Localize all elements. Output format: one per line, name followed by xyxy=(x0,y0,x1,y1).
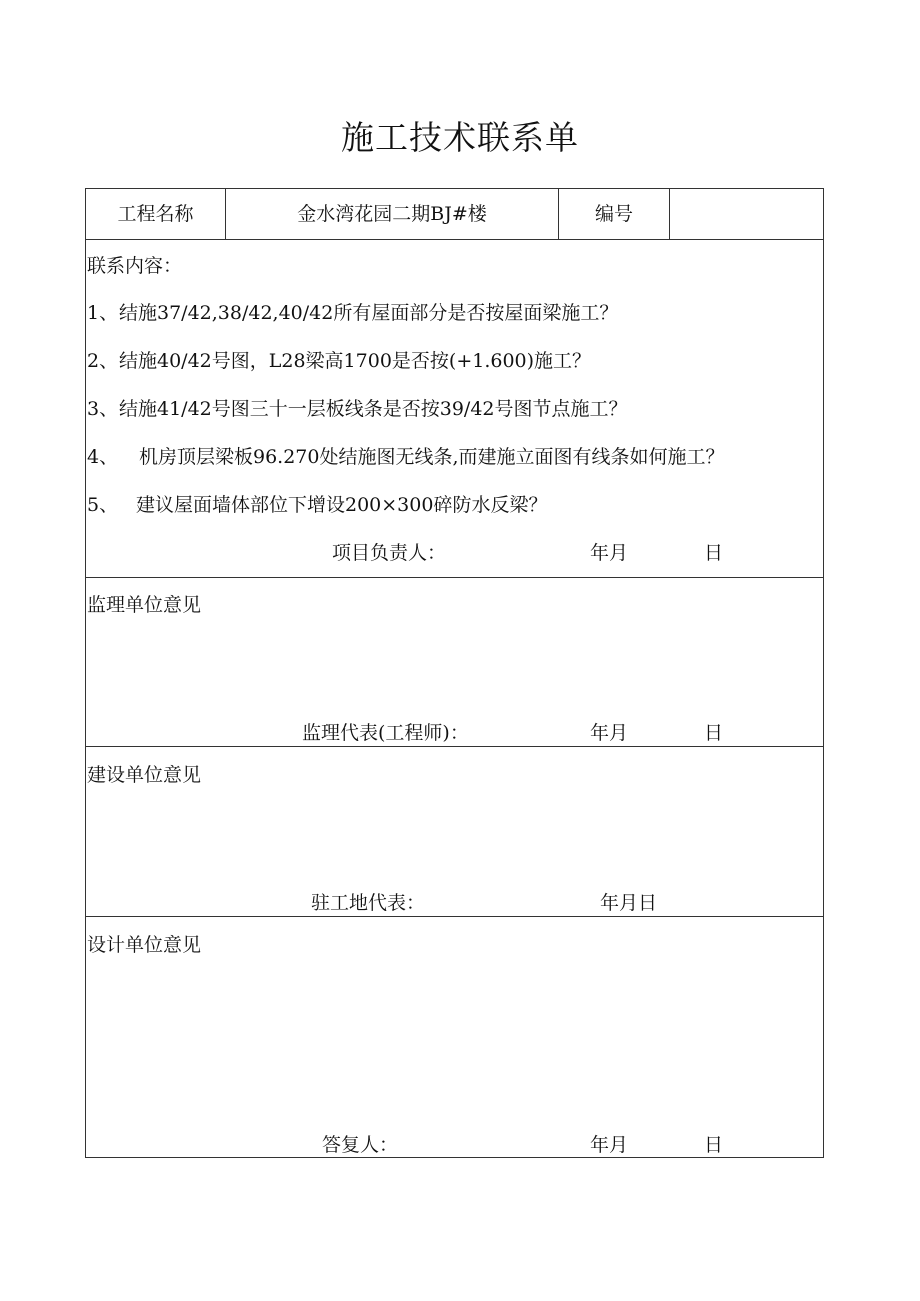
header-divider xyxy=(669,189,670,239)
contact-item-3-number: 3、 xyxy=(87,398,119,420)
row-divider xyxy=(86,916,823,917)
supervision-opinion-label: 监理单位意见 xyxy=(87,594,202,616)
contact-item-1-text: 结施37/42,38/42,40/42所有屋面部分是否按屋面梁施工？ xyxy=(119,302,619,324)
supervision-date-year-month: 年月 xyxy=(590,722,629,744)
supervision-representative-label: 监理代表(工程师)： xyxy=(302,722,469,744)
project-name-value: 金水湾花园二期BJ#楼 xyxy=(297,203,487,225)
number-label: 编号 xyxy=(594,203,633,225)
row-divider xyxy=(86,577,823,578)
row-divider xyxy=(86,239,823,240)
document-title: 施工技术联系单 xyxy=(341,118,579,157)
contact-item-2-text: 结施40/42号图，L28梁高1700是否按(+1.600)施工？ xyxy=(119,350,592,372)
contact-item-5-number: 5、 xyxy=(87,494,119,516)
contact-item-5-text: 建议屋面墙体部位下增设200×300碎防水反梁？ xyxy=(136,494,548,516)
design-date-year-month: 年月 xyxy=(590,1134,629,1156)
project-name-label: 工程名称 xyxy=(117,203,194,225)
contact-item-1-number: 1、 xyxy=(87,302,119,324)
supervision-date-day: 日 xyxy=(704,722,724,744)
row-divider xyxy=(86,746,823,747)
contact-item-4-text: 机房顶层梁板96.270处结施图无线条,而建施立面图有线条如何施工？ xyxy=(139,446,725,468)
site-representative-label: 驻工地代表： xyxy=(311,892,426,914)
contact-item-2-number: 2、 xyxy=(87,350,119,372)
contact-date-year-month: 年月 xyxy=(590,542,629,564)
owner-opinion-label: 建设单位意见 xyxy=(87,764,202,786)
design-date-day: 日 xyxy=(704,1134,724,1156)
contact-item-3-text: 结施41/42号图三十一层板线条是否按39/42号图节点施工？ xyxy=(119,398,628,420)
contact-content-label: 联系内容： xyxy=(87,255,183,277)
respondent-label: 答复人： xyxy=(322,1134,399,1156)
contact-item-4-number: 4、 xyxy=(87,446,119,468)
contact-form-table xyxy=(85,188,824,1158)
owner-date: 年月日 xyxy=(600,892,658,914)
project-manager-signature-label: 项目负责人： xyxy=(332,542,447,564)
contact-date-day: 日 xyxy=(704,542,724,564)
design-opinion-label: 设计单位意见 xyxy=(87,934,202,956)
